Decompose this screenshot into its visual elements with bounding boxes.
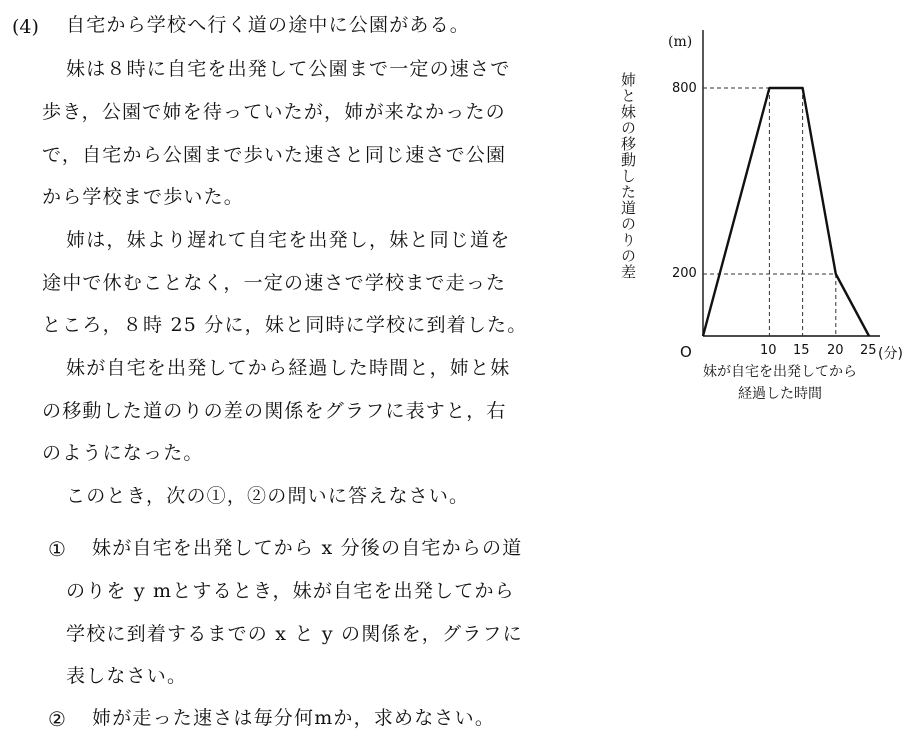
series-line	[703, 88, 869, 336]
y-tick-label: 800	[672, 81, 697, 96]
chart-y-unit: (m)	[668, 34, 693, 50]
paragraph-line: のようになった。	[42, 442, 204, 464]
instruction-line: このとき，次の①，②の問いに答えなさい。	[66, 485, 470, 507]
y-tick-label: 200	[672, 266, 697, 281]
paragraph-line: で，自宅から公園まで歩いた速さと同じ速さで公園	[42, 144, 507, 166]
paragraph-line: 妹は８時に自宅を出発して公園まで一定の速さで	[66, 58, 511, 80]
paragraph-line: ところ，８時 25 分に，妹と同時に学校に到着した。	[42, 314, 528, 336]
problem-number: (4)	[12, 16, 39, 38]
origin-label: O	[680, 343, 692, 361]
x-tick-label: 25	[860, 343, 877, 358]
paragraph-line: 途中で休むことなく，一定の速さで学校まで走った	[42, 272, 507, 294]
q1-line: のりを y mとするとき，妹が自宅を出発してから	[66, 580, 515, 602]
problem-lead: 自宅から学校へ行く道の途中に公園がある。	[66, 14, 471, 36]
paragraph-line: 歩き，公園で姉を待っていたが，姉が来なかったの	[42, 101, 506, 123]
paragraph-line: の移動した道のりの差の関係をグラフに表すと，右	[42, 400, 507, 422]
paragraph-line: 妹が自宅を出発してから経過した時間と，姉と妹	[66, 357, 511, 379]
chart-x-label-line2: 経過した時間	[738, 386, 822, 402]
paragraph-line: から学校まで歩いた。	[42, 186, 245, 208]
chart-y-label: 姉と妹の移動した道のりの差	[619, 72, 637, 280]
x-tick-label: 10	[760, 343, 777, 358]
x-tick-label: 15	[793, 343, 810, 358]
q1-number: ①	[48, 537, 66, 561]
x-tick-label: 20	[827, 343, 844, 358]
chart-x-label-line1: 妹が自宅を出発してから	[703, 364, 857, 380]
q2-text: 姉が走った速さは毎分何mか，求めなさい。	[92, 707, 496, 729]
q1-line: 表しなさい。	[66, 665, 188, 687]
q2-number: ②	[48, 707, 66, 731]
q1-line: 妹が自宅を出発してから x 分後の自宅からの道	[92, 537, 523, 559]
paragraph-line: 姉は，妹より遅れて自宅を出発し，妹と同じ道を	[66, 229, 511, 251]
q1-line: 学校に到着するまでの x と y の関係を，グラフに	[66, 623, 523, 645]
x-unit-label: (分)	[878, 346, 903, 362]
